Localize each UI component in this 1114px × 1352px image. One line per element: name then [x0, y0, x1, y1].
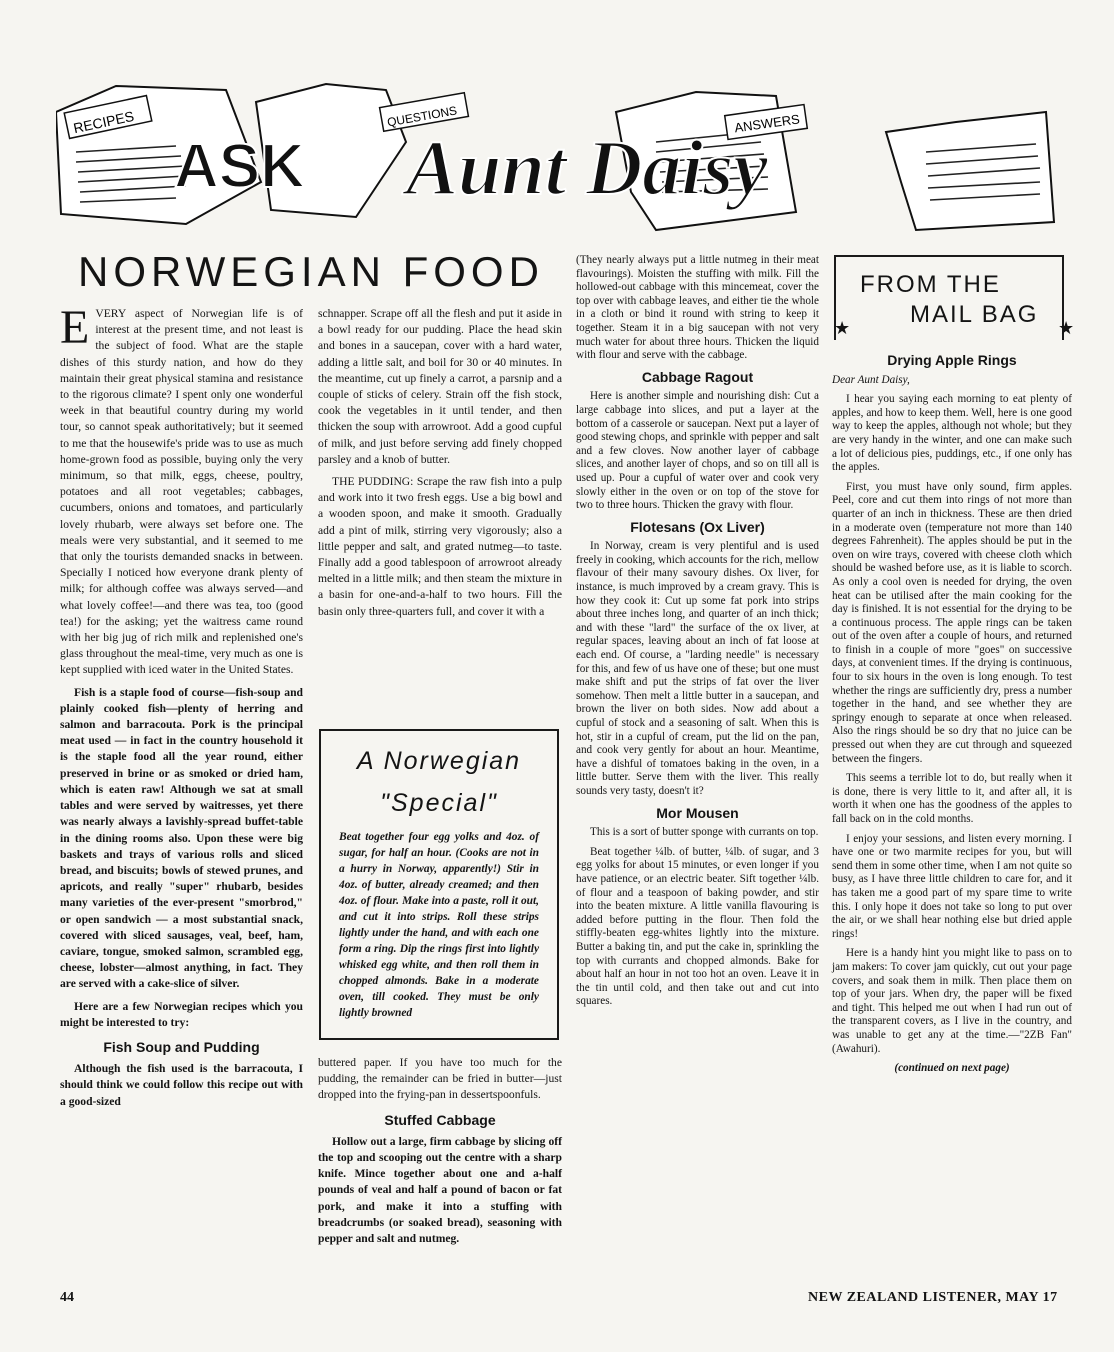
- mail-bag-line2: MAIL BAG: [910, 301, 1039, 328]
- ask-heading: ASK: [174, 132, 305, 201]
- salutation: Dear Aunt Daisy,: [832, 373, 910, 386]
- tag-recipes: RECIPES: [71, 107, 136, 137]
- pudding-paragraph: THE PUDDING: Scrape the raw fish into a pulp and work into it two fresh eggs. Use a big bowl and a wooden spoon, and make it smooth. Gradually add a pint of milk, stirring very vigorously; also a little pepper and salt, and grated nutmeg—to taste. Finally add a good tablespoon of arrowroot already melted in a little milk; and then steam the mixture in a basin for one-and-a-half to two hours. Fill the basin only three-quarters full, and cover it with a: [318, 475, 562, 618]
- heading-flotesans: Flotesans (Ox Liver): [630, 518, 765, 535]
- tag-questions: QUESTIONS: [386, 103, 459, 130]
- star-icon: ★: [1058, 318, 1075, 338]
- mail-bag-line1: FROM THE: [860, 271, 1001, 298]
- drop-cap: E: [60, 301, 90, 354]
- ask-aunt-daisy-banner: [56, 82, 1056, 232]
- special-title-line1: A Norwegian: [356, 747, 522, 775]
- page-number: 44: [60, 1290, 74, 1305]
- mail-paragraph-3: This seems a terrible lot to do, but really when it is done, there is very little to it, and after all, it is worth it when one has the goodness of the apples to fall back on in the cold months.: [832, 772, 1072, 825]
- stuffed-cabbage-paragraph: Hollow out a large, firm cabbage by slicing off the top and scooping out the centre with a sharp knife. Mince together about one and a-half pounds of veal and half a pound of bacon or fat pork, and make it into a stuffing with breadcrumbs (or soaked bread), seasoning with pepper and salt and nutmeg.: [318, 1134, 562, 1246]
- mail-bag-column: [832, 346, 1072, 1082]
- publication-footer: NEW ZEALAND LISTENER, MAY 17: [808, 1290, 1058, 1305]
- pudding-continued: buttered paper. If you have too much for the pudding, the remainder can be fried in butter—just dropped into the frying-pan in dessertspoonfuls.: [318, 1056, 562, 1102]
- article-paragraph-2: Fish is a staple food of course—fish-soup and plainly cooked fish—plenty of herring and salmon and barracouta. Pork is the principal meat used — in fact in the country household it is the staple food all the year round, either preserved in brine or as smoked or dried ham, which is eaten raw! Although we sat at small tables and were served by waitresses, yet there was nearly always a lavishly-spread buffet-table in the dining rooms also. Upon these were big baskets and trays of various rolls and sliced bread, and biscuits; bowls of stewed prunes, and apricots, and really "super" rhubarb, besides many varieties of the ever-present "smorbrod," or open sandwich — a most substantial snack, covered with sliced sausages, veal, beef, ham, caviare, tongue, smoked salmon, scrambled egg, cheese, lobster—almost anything, in fact. They are served with a cake-slice of silver.: [60, 685, 303, 991]
- fish-soup-paragraph: schnapper. Scrape off all the flesh and put it aside in a bowl ready for our pudding. Place the head skin and bones in a saucepan, cover with a hard water, adding a little salt, and boil for 30 or 40 minutes. In the meantime, cut up finely a carrot, a parsnip and a couple of sticks of celery. Strain off the fish stock, cook the vegetables in it until tender, and then thicken the soup with arrowroot. Add a good cupful of milk, and just before serving add finely chopped parsley and a knob of butter.: [318, 307, 562, 466]
- mail-bag-box: [834, 255, 1064, 340]
- mor-mousen-paragraph-1: This is a sort of butter sponge with currants on top.: [590, 826, 819, 839]
- mor-mousen-paragraph-2: Beat together ¼lb. of butter, ¼lb. of sugar, and 3 egg yolks for about 15 minutes, or even longer if you have patience, or an electric beater. Sift together ¼lb. of flour and a teaspoon of baking powder, and stir into the beaten mixture. A little vanilla flavouring is added before putting in the flour. Then fold the stiffly-beaten egg-whites lightly into the mixture. Butter a baking tin, and put the cake in, sprinkling the top with currants and chopped almonds. Bake for about half an hour in not too hot an oven. Leave it in the tin until cold, and then take out and cut into squares.: [576, 845, 819, 1008]
- special-body: Beat together four egg yolks and 4oz. of sugar, for half an hour. (Cooks are not in a hurry in Norway, apparently!) Stir in 4oz. of butter, already creamed; and then 4oz. of flour. Make into a paste, roll it out, and cut it into strips. Roll these strips lightly under the hand, and with each one form a ring. Dip the rings first into lightly whisked egg white, and then roll them in chopped almonds. Bake in a moderate oven, till cooked. They must be only lightly browned: [339, 831, 539, 1019]
- column-1: [60, 301, 303, 1116]
- norwegian-special-box: [319, 729, 559, 1040]
- heading-fish-soup: Fish Soup and Pudding: [103, 1038, 260, 1055]
- heading-mor-mousen: Mor Mousen: [656, 804, 739, 821]
- continued-note: (continued on next page): [894, 1062, 1010, 1075]
- article-title: NORWEGIAN FOOD: [78, 248, 544, 295]
- mail-paragraph-5: Here is a handy hint you might like to pass on to jam makers: To cover jam quickly, cut out your page covers, and soak them in milk. Then place them on top of your jars. When dry, the paper will be fixed and tight. This helped me out when I had run out of the transparent covers, as I live in the country, and was unable to get any at the time.—"2ZB Fan" (Awahuri).: [832, 947, 1072, 1055]
- column-2-continued: [318, 1055, 562, 1253]
- mail-paragraph-4: I enjoy your sessions, and listen every morning. I have one or two marmite recipes for you, but will send them in some other time, when I am not quite so busy, as I have three little children to care for, and it has taken me a good part of my spare time to write this. I only hope it does not take so long to put over the air, or we shall hear nothing else but dried apple rings!: [832, 832, 1072, 940]
- mail-paragraph-1: I hear you saying each morning to eat plenty of apples, and how to keep them. Well, here is one good way to keep the apples, although not whole; but they are very handy in the winter, and one can make such a lot of delicious pies, puddings, etc., if one only has the apples.: [832, 393, 1072, 474]
- column-2: [318, 306, 562, 626]
- special-title-line2: "Special": [380, 789, 498, 817]
- heading-cabbage-ragout: Cabbage Ragout: [641, 368, 754, 385]
- cabbage-ragout-paragraph: Here is another simple and nourishing dish: Cut a large cabbage into slices, and put a layer at the bottom of a casserole or saucepan. Next put a layer of good stewing chops, and sprinkle with pepper and salt and a few cloves. Now another layer of cabbage slices, and another layer of chops, and so on till all is used up. Pour a cupful of water over and cook very slowly either in the oven or on top of the stove for two to three hours. Thicken the gravy with flour.: [576, 390, 819, 512]
- heading-drying-apple-rings: Drying Apple Rings: [887, 352, 1017, 368]
- heading-stuffed-cabbage: Stuffed Cabbage: [384, 1111, 496, 1128]
- article-paragraph-1: EVERY aspect of Norwegian life is of interest at the present time, and not least is the subject of food. What are the staple dishes of this sturdy nation, and how do they maintain their great physical stamina and resistance to the rigorous climate? I spent only one wonderful week in that beautiful country during my world tour, so cannot speak authoritatively; but it seemed to me that the housewife's pride was to use as much home-grown food as possible, buying only the very minimum, so that milk, eggs, cheese, poultry, potatoes and all root vegetables; cabbages, cucumbers, onions and tomatoes, and particularly lovely rhubarb, were always set before one. The meals were very substantial, and it seemed to me that only the tourists demanded snacks in between. Specially I noticed how everyone drank plenty of milk; for although coffee was always served—and what lovely coffee!—and there was tea, too (good tea!) for the asking; yet the waitress came round with her big jug of rich milk and replenished one's glass throughout the meal-time, very much as one is kept supplied with iced water in the United States.: [60, 301, 303, 677]
- stuffed-cabbage-continued: (They nearly always put a little nutmeg in their meat flavourings). Moisten the stuffing with milk. Fill the hollowed-out cabbage with this mincemeat, cover the top over with cabbage leaves, and either tie the whole in a cloth or bind it round with string to keep it together. Steam it in a big saucepan with not very much water for about three hours. Thicken the liquid with flour and serve with the cabbage.: [576, 254, 819, 362]
- mail-paragraph-2: First, you must have only sound, firm apples. Peel, core and cut them into rings of not more than quarter of an inch in thickness. These are then dried in a moderate oven (temperature not more than 140 degrees Fahrenheit). The apples should be put in the oven on wire trays, covered with cheese cloth which should be washed before use, as it is liable to scorch. As only a cool oven is needed for drying, the oven heat can be utilised after the main cooking for the day is finished. It is not essential for the drying to be a continuous process. The apple rings can be taken out of the oven after a couple of hours, and returned to finish in a couple of more "goes" on successive days, at convenient times. If the drying is continuous, four to six hours in the oven is long enough. To test whether the rings are sufficiently dry, press a number together in the hand, and see whether they are springy enough to separate at once when released. Also the rings should be so dry that no juice can be pressed out when they are cut through and squeezed between the fingers.: [832, 480, 1072, 765]
- article-paragraph-3: Here are a few Norwegian recipes which you might be interested to try:: [60, 999, 303, 1029]
- article-paragraph-4: Although the fish used is the barracouta, I should think we could follow this recipe out with a good-sized: [60, 1062, 303, 1108]
- flotesans-paragraph: In Norway, cream is very plentiful and is used freely in cooking, which accounts for the rich, mellow flavour of their many savoury dishes. Ox liver, for instance, is much improved by a cream gravy. This is how they cook it: Cut up some fat pork into strips about three inches long, and quarter of an inch thick; and with these "lard" the surface of the ox liver, at regular spaces, leaving about an inch of fat loose at each end. Of course, a "larding needle" is necessary for this, and few of us have one of these; but one must make shift and put the strips of fat over the liver somehow. Then melt a little butter in a saucepan, and brown the liver on both sides. Now add about a cupful of stock and a seasoning of salt. When this is hot, stir in a cupful of cream, put the lid on the pan, and cook very gently for about an hour. Meantime, have a dishful of tomatoes baking in the oven, in a little butter. Serve them with the liver. This really sounds very tasty, doesn't it?: [576, 540, 819, 797]
- star-icon: ★: [834, 318, 851, 338]
- tag-answers: ANSWERS: [733, 111, 801, 136]
- column-3: [576, 254, 819, 1015]
- aunt-daisy-script: Aunt Daisy: [406, 124, 768, 211]
